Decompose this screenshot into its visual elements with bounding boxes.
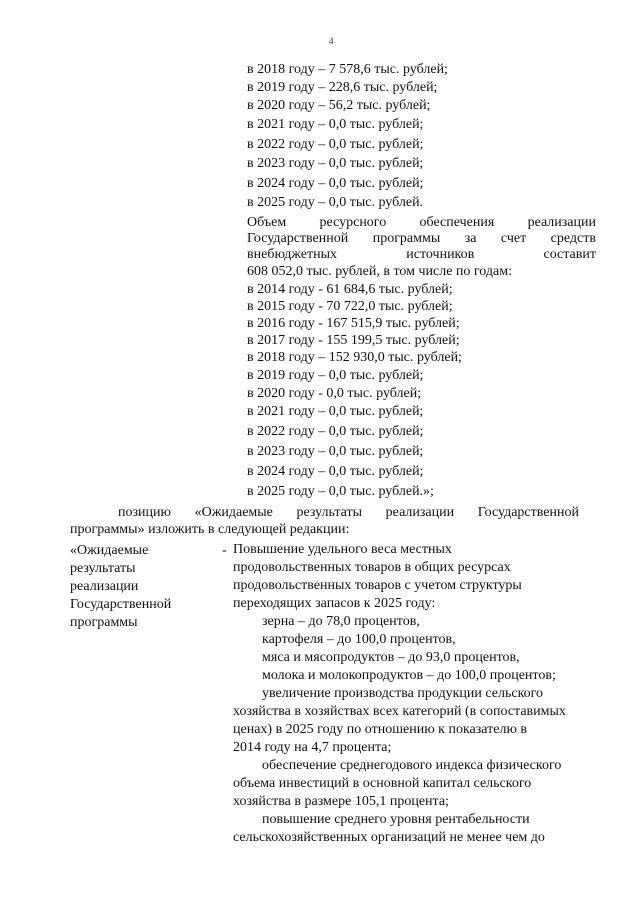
label-line-4: Государственной (70, 597, 172, 612)
result-line-12: 2014 году на 4,7 процента; (233, 740, 392, 755)
result-line-14: объема инвестиций в основной капитал сельского (233, 776, 532, 791)
extrabudget-line-2014: в 2014 году - 61 684,6 тыс. рублей; (247, 282, 453, 297)
extrabudget-line-2023: в 2023 году – 0,0 тыс. рублей; (247, 444, 424, 459)
extrabudget-total: 608 052,0 тыс. рублей, в том числе по годам: (247, 264, 512, 279)
result-line-9: увеличение производства продукции сельского (262, 686, 544, 701)
result-line-1: Повышение удельного веса местных (233, 542, 452, 557)
budget-line-2023: в 2023 году – 0,0 тыс. рублей; (247, 156, 424, 171)
position-paragraph-line-2: программы» изложить в следующей редакции: (70, 522, 350, 537)
budget-line-2025: в 2025 году – 0,0 тыс. рублей. (247, 195, 424, 210)
label-line-2: результаты (70, 561, 136, 576)
separator-dash: - (222, 543, 227, 558)
expected-results-label (70, 542, 171, 632)
budget-line-2021: в 2021 году – 0,0 тыс. рублей; (247, 117, 424, 132)
budget-line-2018: в 2018 году – 7 578,6 тыс. рублей; (247, 62, 448, 77)
result-grain: зерна – до 78,0 процентов, (262, 614, 420, 629)
label-line-1: «Ожидаемые (70, 543, 149, 558)
extrabudget-paragraph (247, 215, 596, 263)
budget-line-2024: в 2024 году – 0,0 тыс. рублей; (247, 176, 424, 191)
extrabudget-line-2022: в 2022 году – 0,0 тыс. рублей; (247, 424, 424, 439)
extrabudget-line-2021: в 2021 году – 0,0 тыс. рублей; (247, 404, 424, 419)
result-meat: мяса и мясопродуктов – до 93,0 процентов, (262, 650, 520, 665)
result-line-13: обеспечение среднегодового индекса физического (262, 758, 562, 773)
result-milk: молока и молокопродуктов – до 100,0 процентов; (262, 668, 556, 683)
label-line-5: программы (70, 615, 138, 630)
extrabudget-line-2020: в 2020 году - 0,0 тыс. рублей; (247, 386, 422, 401)
result-line-3: продовольственных товаров с учетом структуры (233, 578, 522, 593)
budget-line-2020: в 2020 году – 56,2 тыс. рублей; (247, 98, 431, 113)
extrabudget-line-2016: в 2016 году - 167 515,9 тыс. рублей; (247, 316, 460, 331)
extrabudget-line-3: внебюджетных источников составит (247, 247, 596, 262)
result-line-10: хозяйства в хозяйствах всех категорий (в сопоставимых (233, 704, 566, 719)
result-potato: картофеля – до 100,0 процентов, (262, 632, 456, 647)
extrabudget-line-2017: в 2017 году - 155 199,5 тыс. рублей; (247, 333, 460, 348)
extrabudget-line-2018: в 2018 году – 152 930,0 тыс. рублей; (247, 350, 462, 365)
result-line-2: продовольственных товаров в общих ресурсах (233, 560, 511, 575)
result-line-17: сельскохозяйственных организаций не менее чем до (233, 830, 545, 845)
label-line-3: реализации (70, 579, 139, 594)
extrabudget-line-2: Государственной программы за счет средств (247, 231, 596, 246)
budget-line-2022: в 2022 году – 0,0 тыс. рублей; (247, 137, 424, 152)
result-line-15: хозяйства в размере 105,1 процента; (233, 794, 449, 809)
page-number: 4 (329, 36, 334, 46)
result-line-4: переходящих запасов к 2025 году: (233, 596, 436, 611)
position-paragraph-line-1: позицию «Ожидаемые результаты реализации Государственной (118, 505, 579, 520)
extrabudget-line-2025: в 2025 году – 0,0 тыс. рублей.»; (247, 484, 434, 499)
extrabudget-line-2015: в 2015 году - 70 722,0 тыс. рублей; (247, 299, 453, 314)
extrabudget-line-1: Объем ресурсного обеспечения реализации (247, 215, 596, 230)
extrabudget-line-2019: в 2019 году – 0,0 тыс. рублей; (247, 368, 424, 383)
budget-line-2019: в 2019 году – 228,6 тыс. рублей; (247, 80, 438, 95)
result-line-16: повышение среднего уровня рентабельности (262, 812, 530, 827)
extrabudget-line-2024: в 2024 году – 0,0 тыс. рублей; (247, 464, 424, 479)
result-line-11: ценах) в 2025 году по отношению к показателю в (233, 722, 528, 737)
